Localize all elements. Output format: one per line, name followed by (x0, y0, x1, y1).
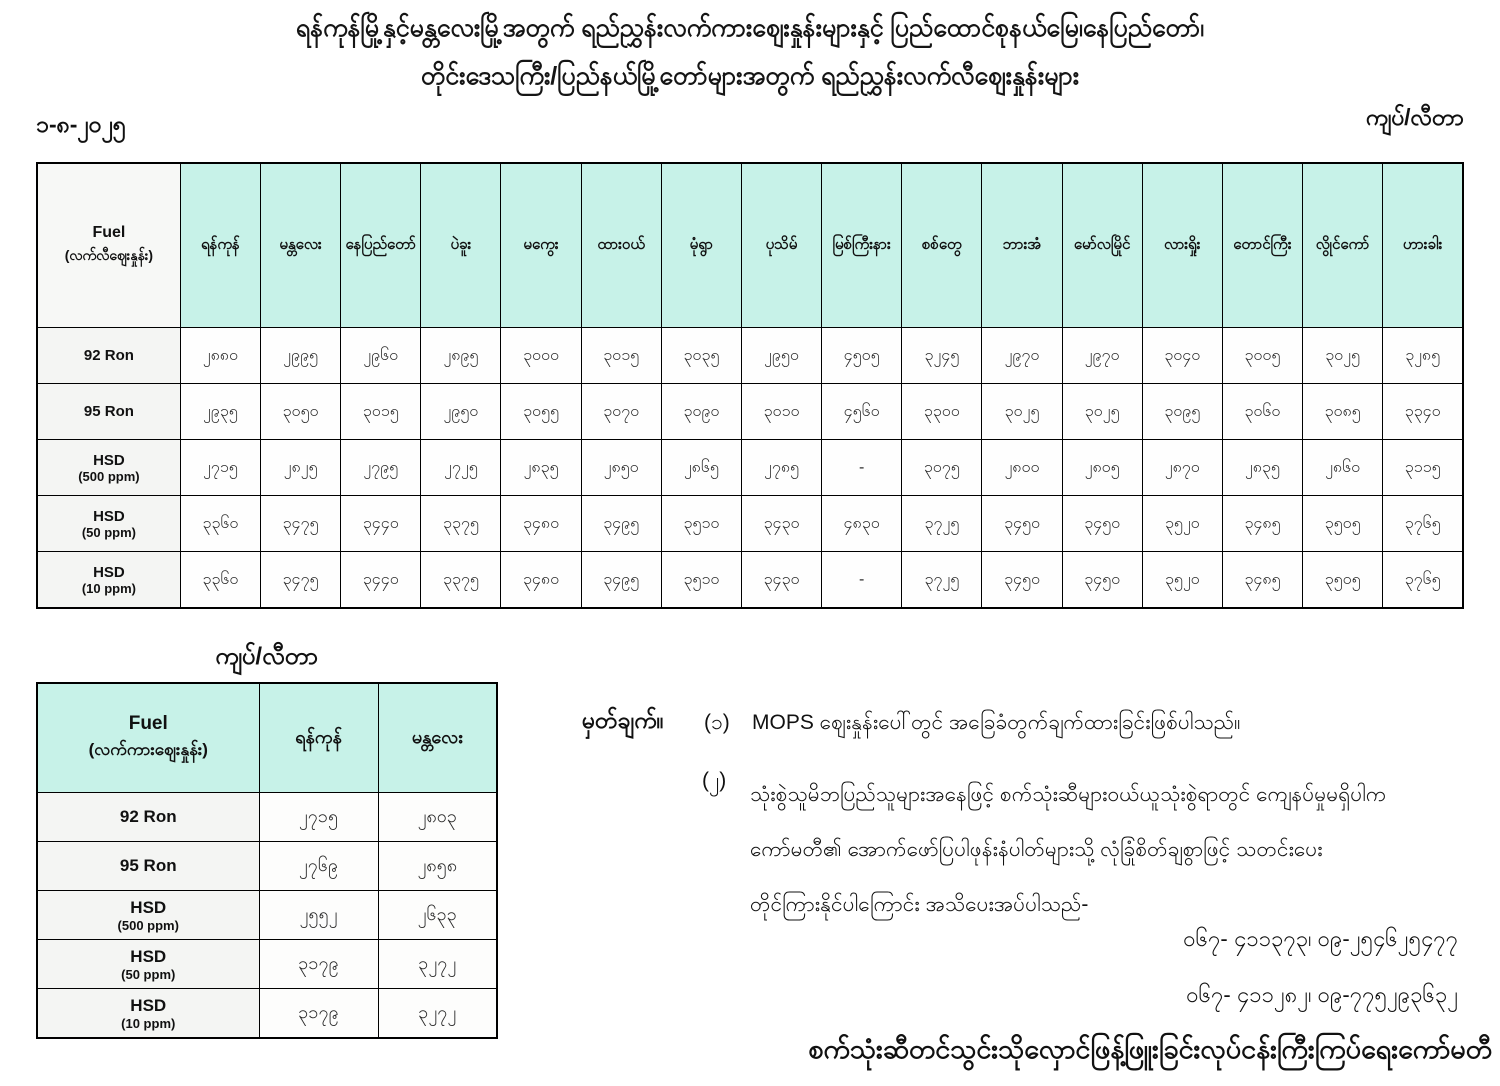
price-cell: ၃၀၀၀ (501, 328, 581, 384)
price-cell: ၃၄၉၅ (581, 496, 661, 552)
fuel-row-label-line1: HSD (130, 995, 167, 1015)
price-cell: ၃၄၈၀ (501, 552, 581, 609)
note2-line2: ကော်မတီ၏ အောက်ဖော်ပြပါဖုန်းနံပါတ်များသို့ လုံခြုံစိတ်ချစွာဖြင့် သတင်းပေး (750, 838, 1323, 861)
fuel-row-label-line1: HSD (130, 946, 167, 966)
price-cell: ၃၀၇၀ (581, 384, 661, 440)
price-cell: ၃၄၇၅ (260, 496, 340, 552)
note1-number: (၁) (704, 711, 730, 734)
city-header: လွိုင်ကော် (1302, 163, 1382, 328)
price-cell: ၂၉၅၀ (741, 328, 821, 384)
retail-fuel-header-cell (37, 163, 180, 328)
price-cell: ၃၀၁၅ (341, 384, 421, 440)
fuel-row-label (37, 496, 180, 552)
city-header: ရန်ကုန် (180, 163, 260, 328)
price-cell: ၃၅၀၅ (1302, 552, 1382, 609)
fuel-row-label-line2: (10 ppm) (81, 580, 136, 596)
price-cell: ၃၄၅၀ (1062, 496, 1142, 552)
price-cell: ၃၀၉၅ (1142, 384, 1222, 440)
fuel-row-label (37, 440, 180, 496)
price-cell: ၃၀၆၀ (1222, 384, 1302, 440)
city-header: ရန်ကုန် (259, 683, 378, 793)
price-cell: ၃၃၄၀ (1383, 384, 1463, 440)
city-header: ပုသိမ် (741, 163, 821, 328)
table-row (37, 793, 497, 842)
fuel-row-label-line1: HSD (93, 451, 125, 469)
fuel-row-label (37, 328, 180, 384)
date-label: ၁-၈-၂၀၂၅ (36, 111, 126, 137)
fuel-header-label: Fuel (128, 712, 168, 734)
price-cell: ၃၄၇၅ (260, 552, 340, 609)
price-cell: ၂၈၀၅ (1062, 440, 1142, 496)
committee-name: စက်သုံးဆီတင်သွင်းသိုလှောင်ဖြန့်ဖြူးခြင်းလုပ်ငန်းကြီးကြပ်ရေးကော်မတီ (808, 1034, 1492, 1064)
price-cell: ၃၀၁၅ (581, 328, 661, 384)
fuel-header-sub: (လက်လီဈေးနှုန်း) (64, 247, 154, 263)
price-cell: ၂၈၀၀ (982, 440, 1062, 496)
price-cell: ၃၄၅၀ (1062, 552, 1142, 609)
price-cell: ၂၉၅၀ (421, 384, 501, 440)
fuel-row-label (37, 384, 180, 440)
price-cell: ၃၅၁၀ (661, 496, 741, 552)
price-cell: ၃၃၆၀ (180, 552, 260, 609)
price-cell: ၂၇၁၅ (259, 793, 378, 842)
city-header: လားရှိုး (1142, 163, 1222, 328)
price-cell: ၃၅၀၅ (1302, 496, 1382, 552)
city-header: မန္တလေး (378, 683, 497, 793)
price-cell: ၃၅၁၀ (661, 552, 741, 609)
price-cell: ၃၄၄၀ (341, 496, 421, 552)
city-header: တောင်ကြီး (1222, 163, 1302, 328)
price-cell: ၃၂၇၂ (378, 989, 497, 1039)
city-header: ဟားခါး (1383, 163, 1463, 328)
price-cell: ၂၉၃၅ (180, 384, 260, 440)
price-cell: ၃၀၀၅ (1222, 328, 1302, 384)
fuel-row-label-line2: (50 ppm) (121, 966, 176, 982)
table-row (37, 496, 1463, 552)
phone-number-line1: ၀၆၇- ၄၁၁၃၇၃၊ ၀၉-၂၅၄၆၂၅၄၇၇ (1183, 926, 1458, 951)
price-cell: ၃၇၆၅ (1383, 552, 1463, 609)
price-cell: ၃၃၇၅ (421, 552, 501, 609)
price-cell: ၃၅၂၀ (1142, 496, 1222, 552)
price-cell: ၃၀၉၀ (661, 384, 741, 440)
price-cell: ၂၈၃၅ (1222, 440, 1302, 496)
price-cell: ၃၁၁၅ (1383, 440, 1463, 496)
price-cell: ၂၇၆၉ (259, 842, 378, 891)
price-cell: ၂၇၉၅ (341, 440, 421, 496)
fuel-row-label (37, 552, 180, 609)
fuel-row-label (37, 842, 259, 891)
price-cell: ၃၄၃၀ (741, 552, 821, 609)
city-header: မန္တလေး (260, 163, 340, 328)
note2-line3: တိုင်ကြားနိုင်ပါကြောင်း အသိပေးအပ်ပါသည်- (750, 893, 1089, 916)
price-cell: ၃၁၇၉ (259, 940, 378, 989)
price-cell: - (822, 552, 902, 609)
price-cell: ၃၃၆၀ (180, 496, 260, 552)
fuel-row-label-line1: HSD (93, 563, 125, 581)
price-cell: ၄၅၆၀ (822, 384, 902, 440)
price-cell: ၃၂၈၅ (1383, 328, 1463, 384)
price-cell: ၃၀၂၅ (1302, 328, 1382, 384)
fuel-row-label-line1: 92 Ron (83, 347, 134, 364)
table-row (37, 891, 497, 940)
fuel-row-label-line1: 95 Ron (83, 403, 134, 420)
price-cell: ၃၄၄၀ (341, 552, 421, 609)
price-cell: ၂၇၈၅ (741, 440, 821, 496)
price-cell: ၃၀၄၀ (1142, 328, 1222, 384)
fuel-row-label-line2: (10 ppm) (121, 1015, 176, 1031)
city-header: ဘားအံ (982, 163, 1062, 328)
price-cell: ၃၀၃၅ (661, 328, 741, 384)
table-row (37, 552, 1463, 609)
fuel-header-sub: (လက်ကားဈေးနှုန်း) (88, 739, 208, 759)
price-cell: ၂၉၆၀ (341, 328, 421, 384)
city-header: စစ်တွေ (902, 163, 982, 328)
price-cell: ၂၉၉၅ (260, 328, 340, 384)
price-cell: ၃၀၂၅ (982, 384, 1062, 440)
price-cell: ၂၉၇၀ (1062, 328, 1142, 384)
note-heading: မှတ်ချက်။ (582, 707, 664, 733)
fuel-row-label-line1: HSD (130, 897, 167, 917)
page-title-line2: တိုင်းဒေသကြီး/ပြည်နယ်မြို့တော်များအတွက် ရည်ညွှန်းလက်လီဈေးနှုန်းများ (420, 62, 1080, 90)
note2-text (750, 767, 1480, 932)
city-header: မုံရွာ (661, 163, 741, 328)
price-cell: ၃၀၂၅ (1062, 384, 1142, 440)
price-cell: ၂၈၇၀ (1142, 440, 1222, 496)
price-cell: ၃၀၅၅ (501, 384, 581, 440)
retail-header-row (37, 163, 1463, 328)
fuel-row-label (37, 793, 259, 842)
price-cell: ၃၀၈၅ (1302, 384, 1382, 440)
fuel-header-label: Fuel (92, 224, 126, 241)
price-cell: - (822, 440, 902, 496)
wholesale-header-row (37, 683, 497, 793)
price-cell: ၂၈၅၀ (581, 440, 661, 496)
city-header: နေပြည်တော် (341, 163, 421, 328)
note1-text: MOPS ဈေးနှုန်းပေါ်တွင် အခြေခံတွက်ချက်ထားခြင်းဖြစ်ပါသည်။ (752, 711, 1241, 734)
table-row (37, 328, 1463, 384)
price-cell: ၂၇၁၅ (180, 440, 260, 496)
page-title-line1: ရန်ကုန်မြို့နှင့်မန္တလေးမြို့အတွက် ရည်ညွှန်းလက်ကားဈေးနှုန်းများနှင့် ပြည်ထောင်စုနယ်မြေ၊နေပြည်တော်၊ (295, 14, 1205, 42)
fuel-row-label-line2: (50 ppm) (81, 524, 136, 540)
wholesale-fuel-header-cell (37, 683, 259, 793)
unit-label-top: ကျပ်/လီတာ (1365, 104, 1464, 130)
price-cell: ၃၁၇၉ (259, 989, 378, 1039)
price-cell: ၂၈၃၅ (501, 440, 581, 496)
price-cell: ၄၅၀၅ (822, 328, 902, 384)
fuel-row-label (37, 989, 259, 1039)
price-cell: ၃၇၆၅ (1383, 496, 1463, 552)
fuel-row-label-line1: 92 Ron (119, 807, 177, 826)
price-cell: ၂၇၂၅ (421, 440, 501, 496)
price-cell: ၃၄၅၀ (982, 496, 1062, 552)
table-row (37, 440, 1463, 496)
price-cell: ၂၈၆၅ (661, 440, 741, 496)
city-header: မော်လမြိုင် (1062, 163, 1142, 328)
price-cell: ၃၄၅၀ (982, 552, 1062, 609)
price-cell: ၃၂၇၂ (378, 940, 497, 989)
price-cell: ၃၇၂၅ (902, 552, 982, 609)
retail-price-table (36, 162, 1464, 609)
city-header: ထားဝယ် (581, 163, 661, 328)
phone-number-line2: ၀၆၇- ၄၁၁၂၈၂၊ ၀၉-၇၇၅၂၉၃၆၃၂ (1186, 982, 1458, 1007)
price-cell: ၃၇၂၅ (902, 496, 982, 552)
price-cell: ၂၈၈၀ (180, 328, 260, 384)
city-header: မကွေး (501, 163, 581, 328)
city-header: ပဲခူး (421, 163, 501, 328)
fuel-row-label-line1: 95 Ron (119, 856, 177, 875)
price-cell: ၄၈၃၀ (822, 496, 902, 552)
unit-label-small-table: ကျပ်/လီတာ (215, 643, 318, 670)
price-cell: ၃၄၈၅ (1222, 552, 1302, 609)
fuel-row-label-line1: HSD (93, 507, 125, 525)
price-cell: ၃၀၇၅ (902, 440, 982, 496)
price-cell: ၃၃၀၀ (902, 384, 982, 440)
price-cell: ၃၀၁၀ (741, 384, 821, 440)
fuel-row-label (37, 940, 259, 989)
wholesale-price-table (36, 682, 498, 1039)
table-row (37, 940, 497, 989)
price-cell: ၃၄၈၀ (501, 496, 581, 552)
table-row (37, 842, 497, 891)
price-cell: ၂၅၅၂ (259, 891, 378, 940)
price-cell: ၂၈၂၅ (260, 440, 340, 496)
fuel-row-label (37, 891, 259, 940)
table-row (37, 989, 497, 1039)
price-cell: ၃၄၃၀ (741, 496, 821, 552)
fuel-row-label-line2: (500 ppm) (78, 468, 140, 484)
price-cell: ၃၄၈၅ (1222, 496, 1302, 552)
price-cell: ၂၈၉၅ (421, 328, 501, 384)
price-cell: ၂၈၅၈ (378, 842, 497, 891)
price-cell: ၃၅၂၀ (1142, 552, 1222, 609)
price-cell: ၃၄၉၅ (581, 552, 661, 609)
price-cell: ၂၈၆၀ (1302, 440, 1382, 496)
fuel-row-label-line2: (500 ppm) (117, 917, 179, 933)
price-cell: ၃၂၄၅ (902, 328, 982, 384)
price-cell: ၂၈၀၃ (378, 793, 497, 842)
price-cell: ၃၀၅၀ (260, 384, 340, 440)
note2-line1: သုံးစွဲသူမိဘပြည်သူများအနေဖြင့် စက်သုံးဆီများဝယ်ယူသုံးစွဲရာတွင် ကျေနပ်မှုမရှိပါက (750, 783, 1387, 806)
city-header: မြစ်ကြီးနား (822, 163, 902, 328)
price-cell: ၂၉၇၀ (982, 328, 1062, 384)
price-cell: ၃၃၇၅ (421, 496, 501, 552)
price-cell: ၂၆၃၃ (378, 891, 497, 940)
table-row (37, 384, 1463, 440)
note2-number: (၂) (702, 769, 727, 792)
